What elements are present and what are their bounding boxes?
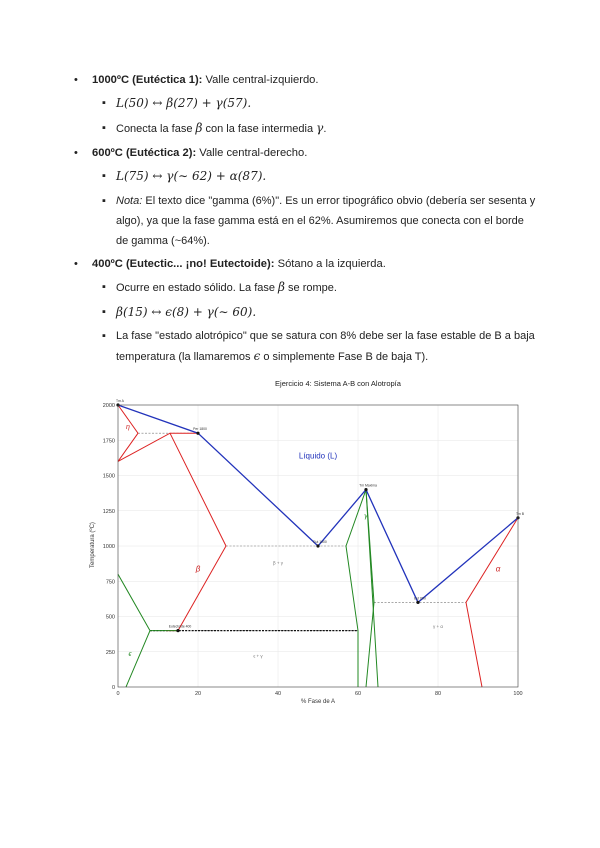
y-tick-label: 0 (111, 685, 115, 691)
region-label: γ (364, 512, 368, 520)
y-tick-label: 250 (105, 649, 115, 656)
reaction-formula: L(50) ↔ β(27) + γ(57). (116, 96, 252, 110)
y-tick-label: 1750 (102, 438, 115, 445)
text-fragment: o simplemente Fase B de baja T). (260, 351, 429, 363)
bullet-dot: • (74, 147, 78, 159)
x-tick-label: 100 (513, 691, 523, 697)
point-label: Tm A (116, 399, 124, 403)
region-label: β (195, 564, 201, 574)
liquidus-line (118, 405, 518, 602)
sub-bullet-connects (102, 118, 536, 139)
sub-bullet-note (102, 191, 536, 251)
y-tick-label: 1250 (102, 508, 115, 515)
x-tick-label: 0 (116, 691, 120, 697)
bullet-square: ▪ (102, 170, 106, 182)
y-tick-label: 1000 (102, 544, 115, 550)
text-fragment: Conecta la fase (116, 123, 196, 135)
point-label: Tm Maxima (359, 483, 377, 488)
y-tick-label: 1500 (102, 473, 115, 480)
solidus-line (118, 405, 138, 461)
bullet-dot: • (74, 258, 78, 270)
lines-layer (116, 403, 519, 687)
bullet-square: ▪ (102, 97, 106, 109)
point-label: Eutectoide 400 (168, 624, 192, 629)
region-label: ϵ + γ (253, 653, 263, 659)
text-fragment: con la fase intermedia (202, 123, 317, 135)
bullet-eutectoid (74, 256, 386, 272)
solidus-line (118, 433, 198, 461)
math-epsilon: ϵ (253, 349, 261, 363)
y-tick-label: 2000 (102, 403, 115, 409)
y-tick-label: 750 (105, 579, 115, 586)
math-gamma: γ (316, 121, 324, 135)
bullet-square: ▪ (102, 281, 106, 293)
sub-bullet-solid-state (102, 277, 536, 298)
phase-diagram-chart (88, 375, 528, 710)
bullet-text: Valle central-izquierdo. (202, 74, 319, 86)
bullet-square: ▪ (102, 306, 106, 318)
bullet-eutectic-1 (74, 72, 319, 88)
y-axis-label: Temperatura (ºC) (90, 522, 96, 568)
bullet-heading: 1000ºC (Eutéctica 1): (92, 74, 203, 86)
region-label: γ + α (433, 623, 443, 629)
point-label: Per 1800 (193, 427, 207, 432)
y-tick-label: 500 (105, 614, 115, 621)
bullet-square: ▪ (102, 122, 106, 134)
invariant-point (196, 432, 199, 435)
sub-bullet-reaction-3 (102, 302, 536, 323)
text-fragment: . (323, 123, 327, 135)
x-tick-label: 40 (274, 691, 282, 697)
bullet-heading: 400ºC (Eutectic... ¡no! Eutectoide): (92, 258, 275, 270)
invariant-point (416, 601, 419, 604)
bullet-square: ▪ (102, 330, 106, 342)
bullet-text: Sótano a la izquierda. (274, 258, 386, 270)
bullet-text: Valle central-derecho. (196, 147, 308, 159)
x-axis-label: % Fase de A (300, 699, 336, 705)
bullet-heading: 600ºC (Eutéctica 2): (92, 147, 197, 159)
math-beta: β (278, 280, 285, 294)
point-label: Eut 1000 (313, 540, 327, 544)
x-tick-label: 20 (194, 691, 202, 697)
bullet-square: ▪ (102, 195, 106, 207)
note-label: Nota: (116, 195, 143, 207)
sub-bullet-allotropic (102, 326, 536, 367)
sub-bullet-reaction-1 (102, 93, 536, 114)
invariant-point (176, 629, 179, 632)
solidus-line (466, 518, 518, 687)
point-label: Tm B (515, 511, 525, 516)
bullet-eutectic-2 (74, 145, 308, 161)
solidus-line (166, 433, 226, 630)
text-fragment: se rompe. (284, 282, 337, 294)
invariant-point (316, 544, 319, 547)
region-label: β + γ (273, 560, 283, 566)
phase-diagram-figure (88, 375, 528, 710)
labels-layer (116, 399, 525, 658)
solvus-line (118, 574, 150, 687)
invariant-point (364, 488, 367, 491)
region-label: α (495, 564, 501, 574)
axes-layer (103, 403, 523, 697)
chart-title: Ejercicio 4: Sistema A-B con Alotropía (275, 379, 401, 388)
sub-bullet-reaction-2 (102, 166, 536, 187)
math-beta: β (195, 121, 203, 135)
region-label: ϵ (128, 650, 132, 658)
text-fragment: Ocurre en estado sólido. La fase (116, 282, 279, 294)
note-text: El texto dice "gamma (6%)". Es un error tipográfico obvio (debería ser sesenta y algo), ya que la fase gamma está en el 62%. Asumiremos que conecta con el borde de gamma (~64%). (116, 195, 536, 247)
region-label: Líquido (L) (298, 451, 338, 461)
x-tick-label: 60 (354, 691, 362, 697)
bullet-dot: • (74, 74, 78, 86)
point-label: Eut 600 (414, 596, 426, 601)
reaction-formula: β(15) ↔ ϵ(8) + γ(∼ 60). (116, 305, 257, 319)
x-tick-label: 80 (434, 691, 442, 697)
reaction-formula: L(75) ↔ γ(∼ 62) + α(87). (116, 169, 267, 183)
region-label: η (126, 423, 130, 431)
text-fragment: La fase "estado alotrópico" que se satura con 8% debe ser la fase estable de B a baja temperatura (la llamaremos (116, 330, 535, 363)
